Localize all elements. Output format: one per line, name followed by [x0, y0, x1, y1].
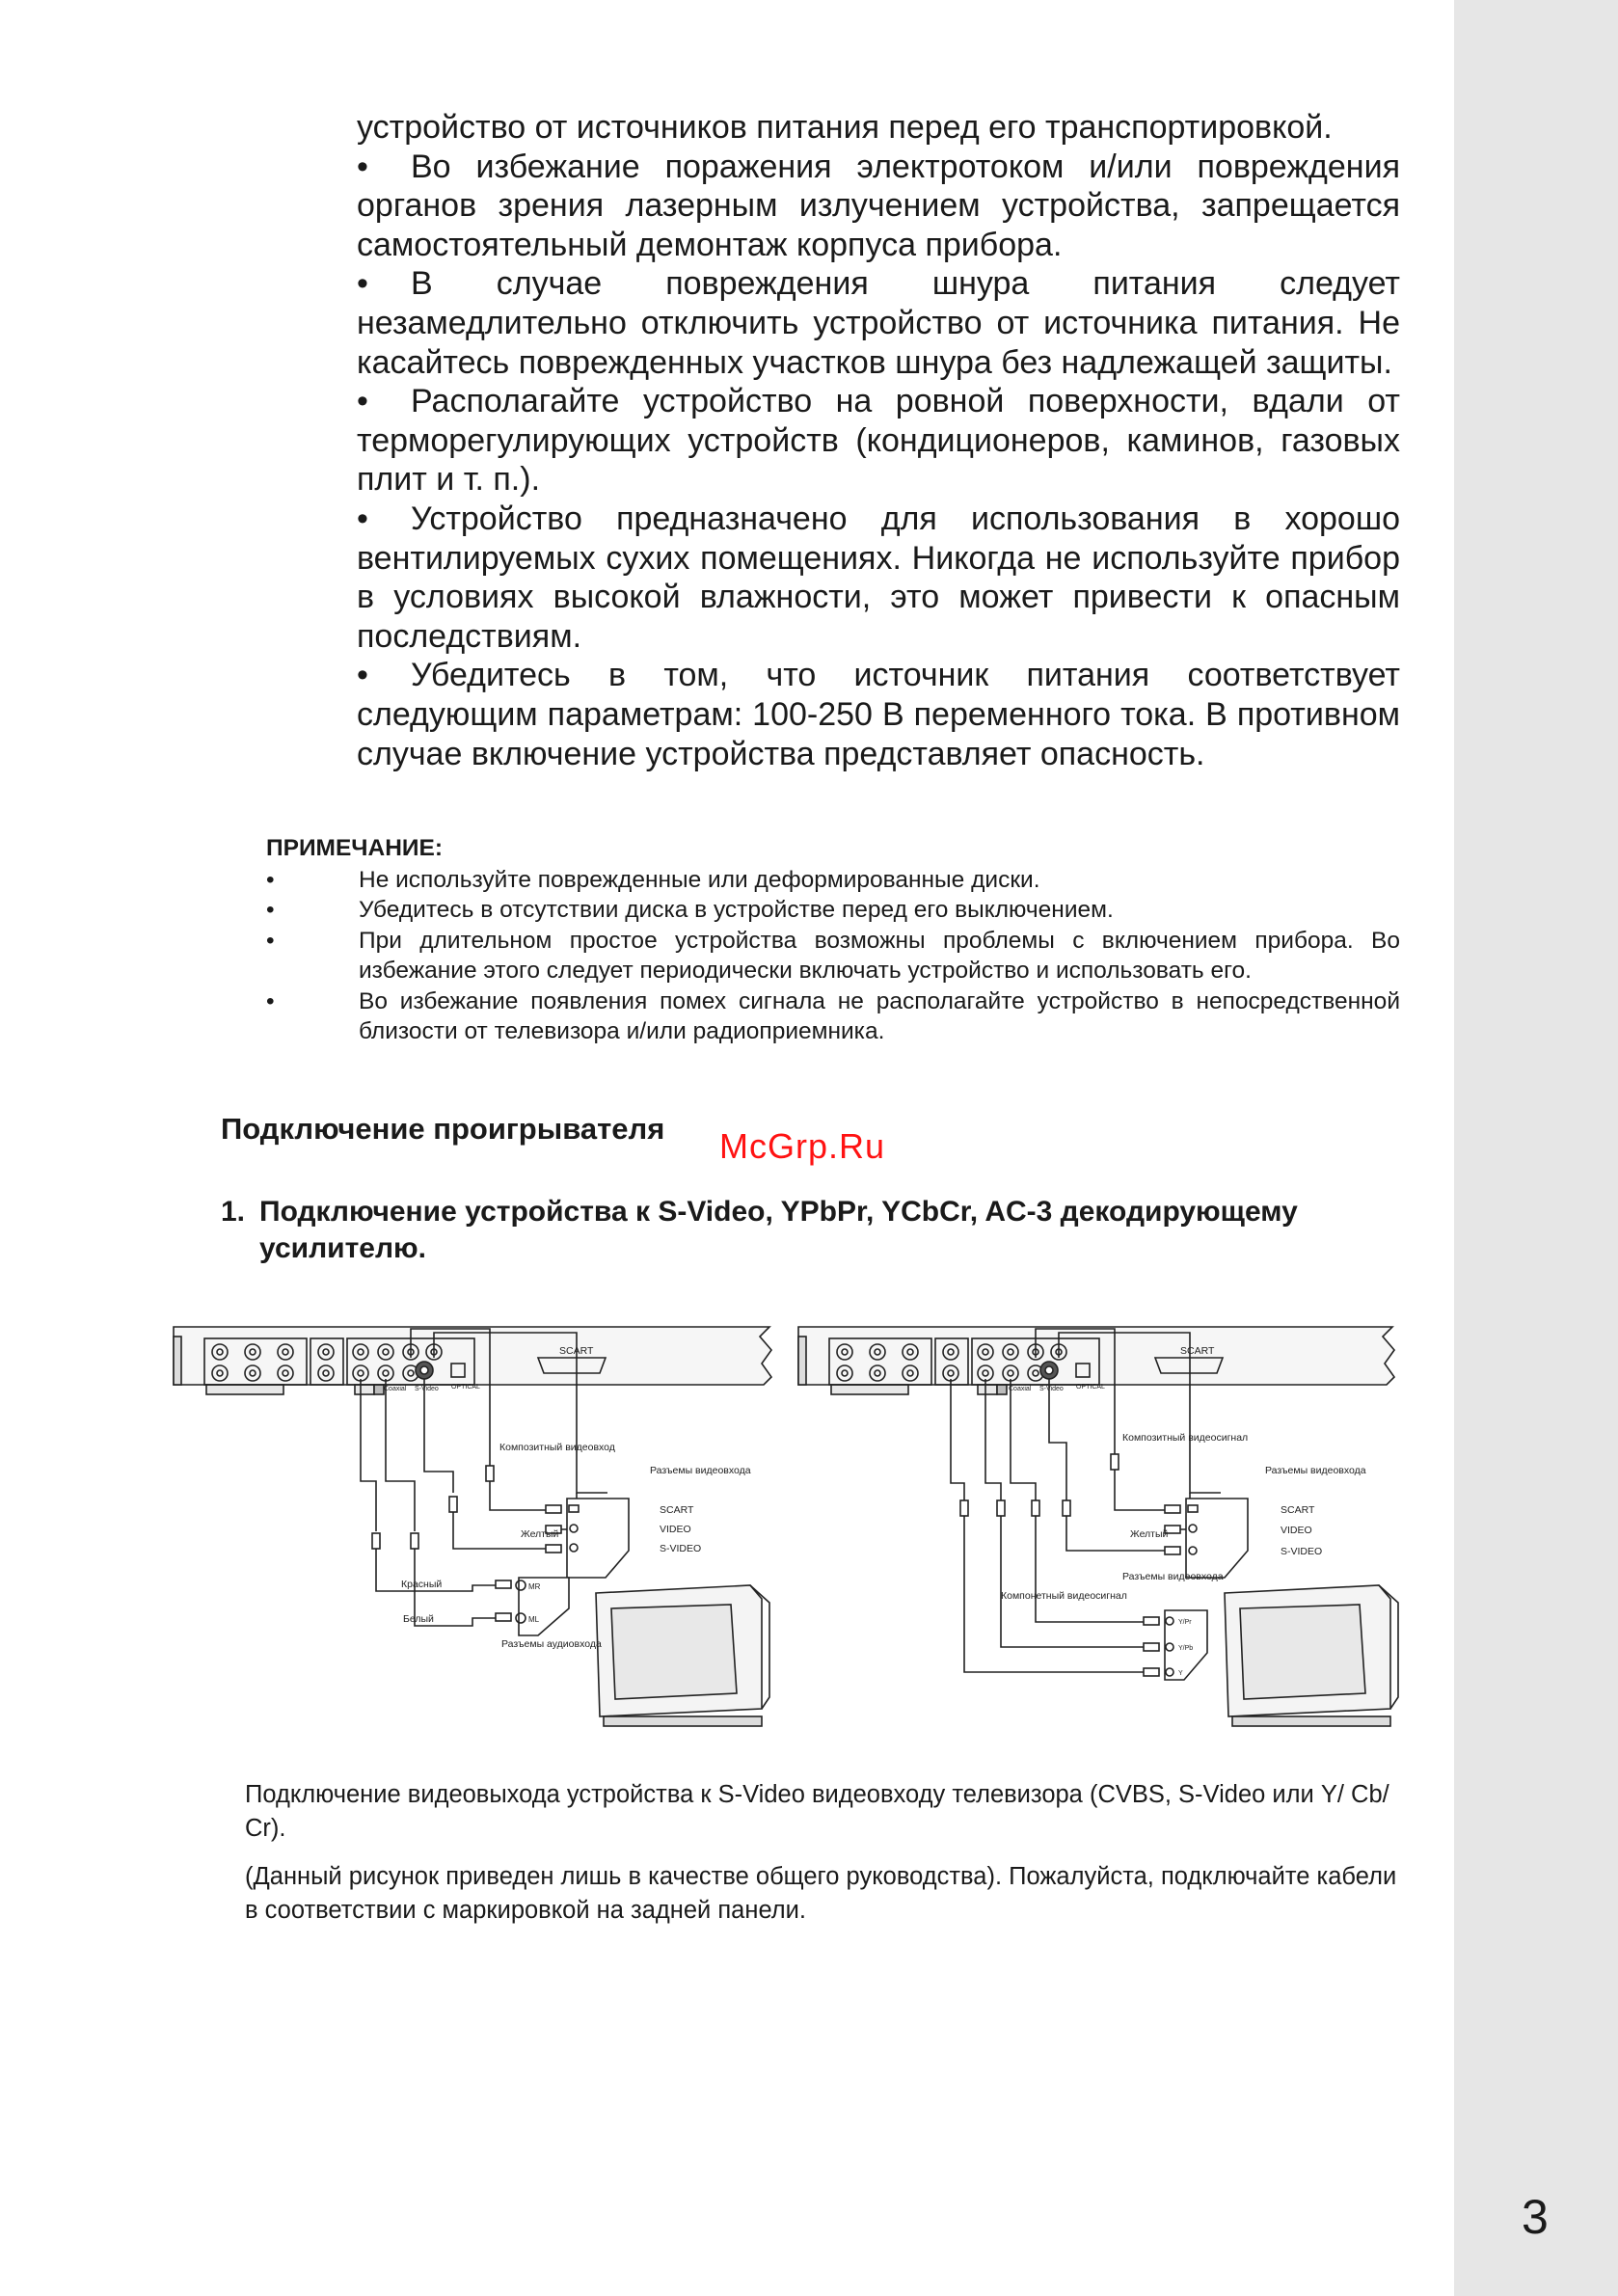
- paragraph-text: В случае повреждения шнура питания следует незамедлительно отключить устройство от источника питания. Не касайтесь поврежденных участков шнура без надлежащей защиты.: [357, 265, 1400, 381]
- mr-label: MR: [528, 1582, 541, 1591]
- subsection-line-1: [221, 1194, 1400, 1230]
- optical-label: OPTICAL: [451, 1384, 480, 1391]
- y-pr-label: Y/Pr: [1178, 1619, 1192, 1626]
- note-item: [266, 986, 1400, 1047]
- note-item: [266, 926, 1400, 986]
- white-label: Белый: [403, 1613, 434, 1625]
- video-in-jacks-label-2: Разъемы видеовхода: [1122, 1571, 1224, 1582]
- bullet-icon: •: [266, 927, 275, 954]
- y-pb-label: Y/Pb: [1178, 1645, 1194, 1652]
- bullet-icon: •: [266, 866, 275, 893]
- note-item: [266, 865, 1400, 896]
- jack-video-label: VIDEO: [660, 1524, 691, 1535]
- right-tv: [1225, 1585, 1398, 1726]
- connection-diagram: [172, 1319, 1414, 1734]
- yellow-label: Желтый: [1130, 1528, 1169, 1540]
- note-item: [266, 895, 1400, 926]
- bullet: •: [357, 383, 368, 420]
- coaxial-label: Coaxial: [384, 1386, 407, 1392]
- video-in-jacks-label: Разъемы видеовхода: [1265, 1465, 1366, 1476]
- note-title: ПРИМЕЧАНИЕ:: [266, 835, 444, 861]
- jack-scart-label: SCART: [1281, 1504, 1315, 1516]
- bullet-icon: •: [266, 987, 275, 1014]
- jack-svideo-label: S-VIDEO: [1281, 1546, 1323, 1557]
- paragraph-text: Убедитесь в том, что источник питания соответствует следующим параметрам: 100-250 В переменного тока. В противном случае включение устройства представляет опасность.: [357, 657, 1400, 772]
- subsection-title: Подключение устройства к S-Video, YPbPr, YCbCr, AC-3 декодирующему: [259, 1196, 1298, 1228]
- red-label: Красный: [401, 1579, 443, 1590]
- subsection-number: 1.: [221, 1196, 246, 1228]
- section-title: Подключение проигрывателя: [221, 1112, 665, 1146]
- yellow-label: Желтый: [521, 1528, 559, 1540]
- bullet: •: [357, 500, 368, 537]
- video-in-jacks-label: Разъемы видеовхода: [650, 1465, 751, 1476]
- composite-in-label: Композитный видеовход: [499, 1442, 615, 1453]
- component-signal-label: Компонетный видеосигнал: [1001, 1590, 1127, 1602]
- watermark: McGrp.Ru: [719, 1126, 886, 1166]
- paragraph-text: Во избежание поражения электротоком и/или повреждения органов зрения лазерным излучением устройства, запрещается самостоятельный демонтаж корпуса прибора.: [357, 148, 1400, 263]
- scart-label: SCART: [559, 1345, 594, 1357]
- caption-paragraph: (Данный рисунок приведен лишь в качестве общего руководства). Пожалуйста, подключайте кабели в соответствии с маркировкой на задней панели.: [245, 1863, 1397, 1924]
- scart-label: SCART: [1180, 1345, 1215, 1357]
- ml-label: ML: [528, 1615, 540, 1624]
- page-side-strip: [1454, 0, 1618, 2296]
- audio-in-jacks-label: Разъемы аудиовхода: [501, 1638, 602, 1650]
- paragraph: [357, 382, 1400, 500]
- note-item-text: Не используйте поврежденные или деформированные диски.: [359, 866, 1040, 893]
- right-plugs: [960, 1454, 1180, 1676]
- note-item-text: При длительном простое устройства возможны проблемы с включением прибора. Во избежание этого следует периодически включать устройство и использовать его.: [359, 927, 1400, 984]
- subsection-line-2: усилителю.: [259, 1232, 426, 1264]
- paragraph-text: устройство от источников питания перед его транспортировкой.: [357, 109, 1333, 146]
- caption-paragraph: Подключение видеовыхода устройства к S-Video видеовходу телевизора (CVBS, S-Video или Y/ Cb/ Cr).: [245, 1781, 1389, 1842]
- note-item-text: Убедитесь в отсутствии диска в устройстве перед его выключением.: [359, 897, 1114, 923]
- safety-text: [357, 108, 1400, 773]
- jack-video-label: VIDEO: [1281, 1525, 1312, 1536]
- paragraph: [357, 148, 1400, 265]
- paragraph-text: Располагайте устройство на ровной поверхности, вдали от терморегулирующих устройств (кондиционеров, каминов, газовых плит и т. п.).: [357, 383, 1400, 499]
- jack-svideo-label: S-VIDEO: [660, 1543, 702, 1554]
- page-number: 3: [1522, 2190, 1549, 2244]
- bullet: •: [357, 657, 368, 694]
- coaxial-label: Coaxial: [1009, 1386, 1032, 1392]
- bullet: •: [357, 148, 368, 185]
- composite-signal-label: Композитный видеосигнал: [1122, 1432, 1249, 1444]
- paragraph: [357, 656, 1400, 773]
- note-block: [266, 833, 1400, 1047]
- caption-block: [245, 1778, 1402, 1942]
- paragraph: [357, 500, 1400, 656]
- jack-scart-label: SCART: [660, 1504, 694, 1516]
- paragraph-text: Устройство предназначено для использования в хорошо вентилируемых сухих помещениях. Никогда не используйте прибор в условиях высокой влажности, это может привести к опасным последствиям.: [357, 500, 1400, 655]
- paragraph: [357, 264, 1400, 382]
- bullet-icon: •: [266, 897, 275, 923]
- left-tv: [596, 1585, 769, 1726]
- bullet: •: [357, 265, 368, 303]
- s-video-label: S-Video: [415, 1386, 439, 1392]
- note-item-text: Во избежание появления помех сигнала не располагайте устройство в непосредственной близости от телевизора и/или радиоприемника.: [359, 987, 1400, 1044]
- subsection-heading: [221, 1194, 1400, 1267]
- optical-label: OPTICAL: [1076, 1384, 1105, 1391]
- paragraph: [357, 108, 1400, 148]
- y-label: Y: [1178, 1670, 1183, 1677]
- s-video-label: S-Video: [1039, 1386, 1064, 1392]
